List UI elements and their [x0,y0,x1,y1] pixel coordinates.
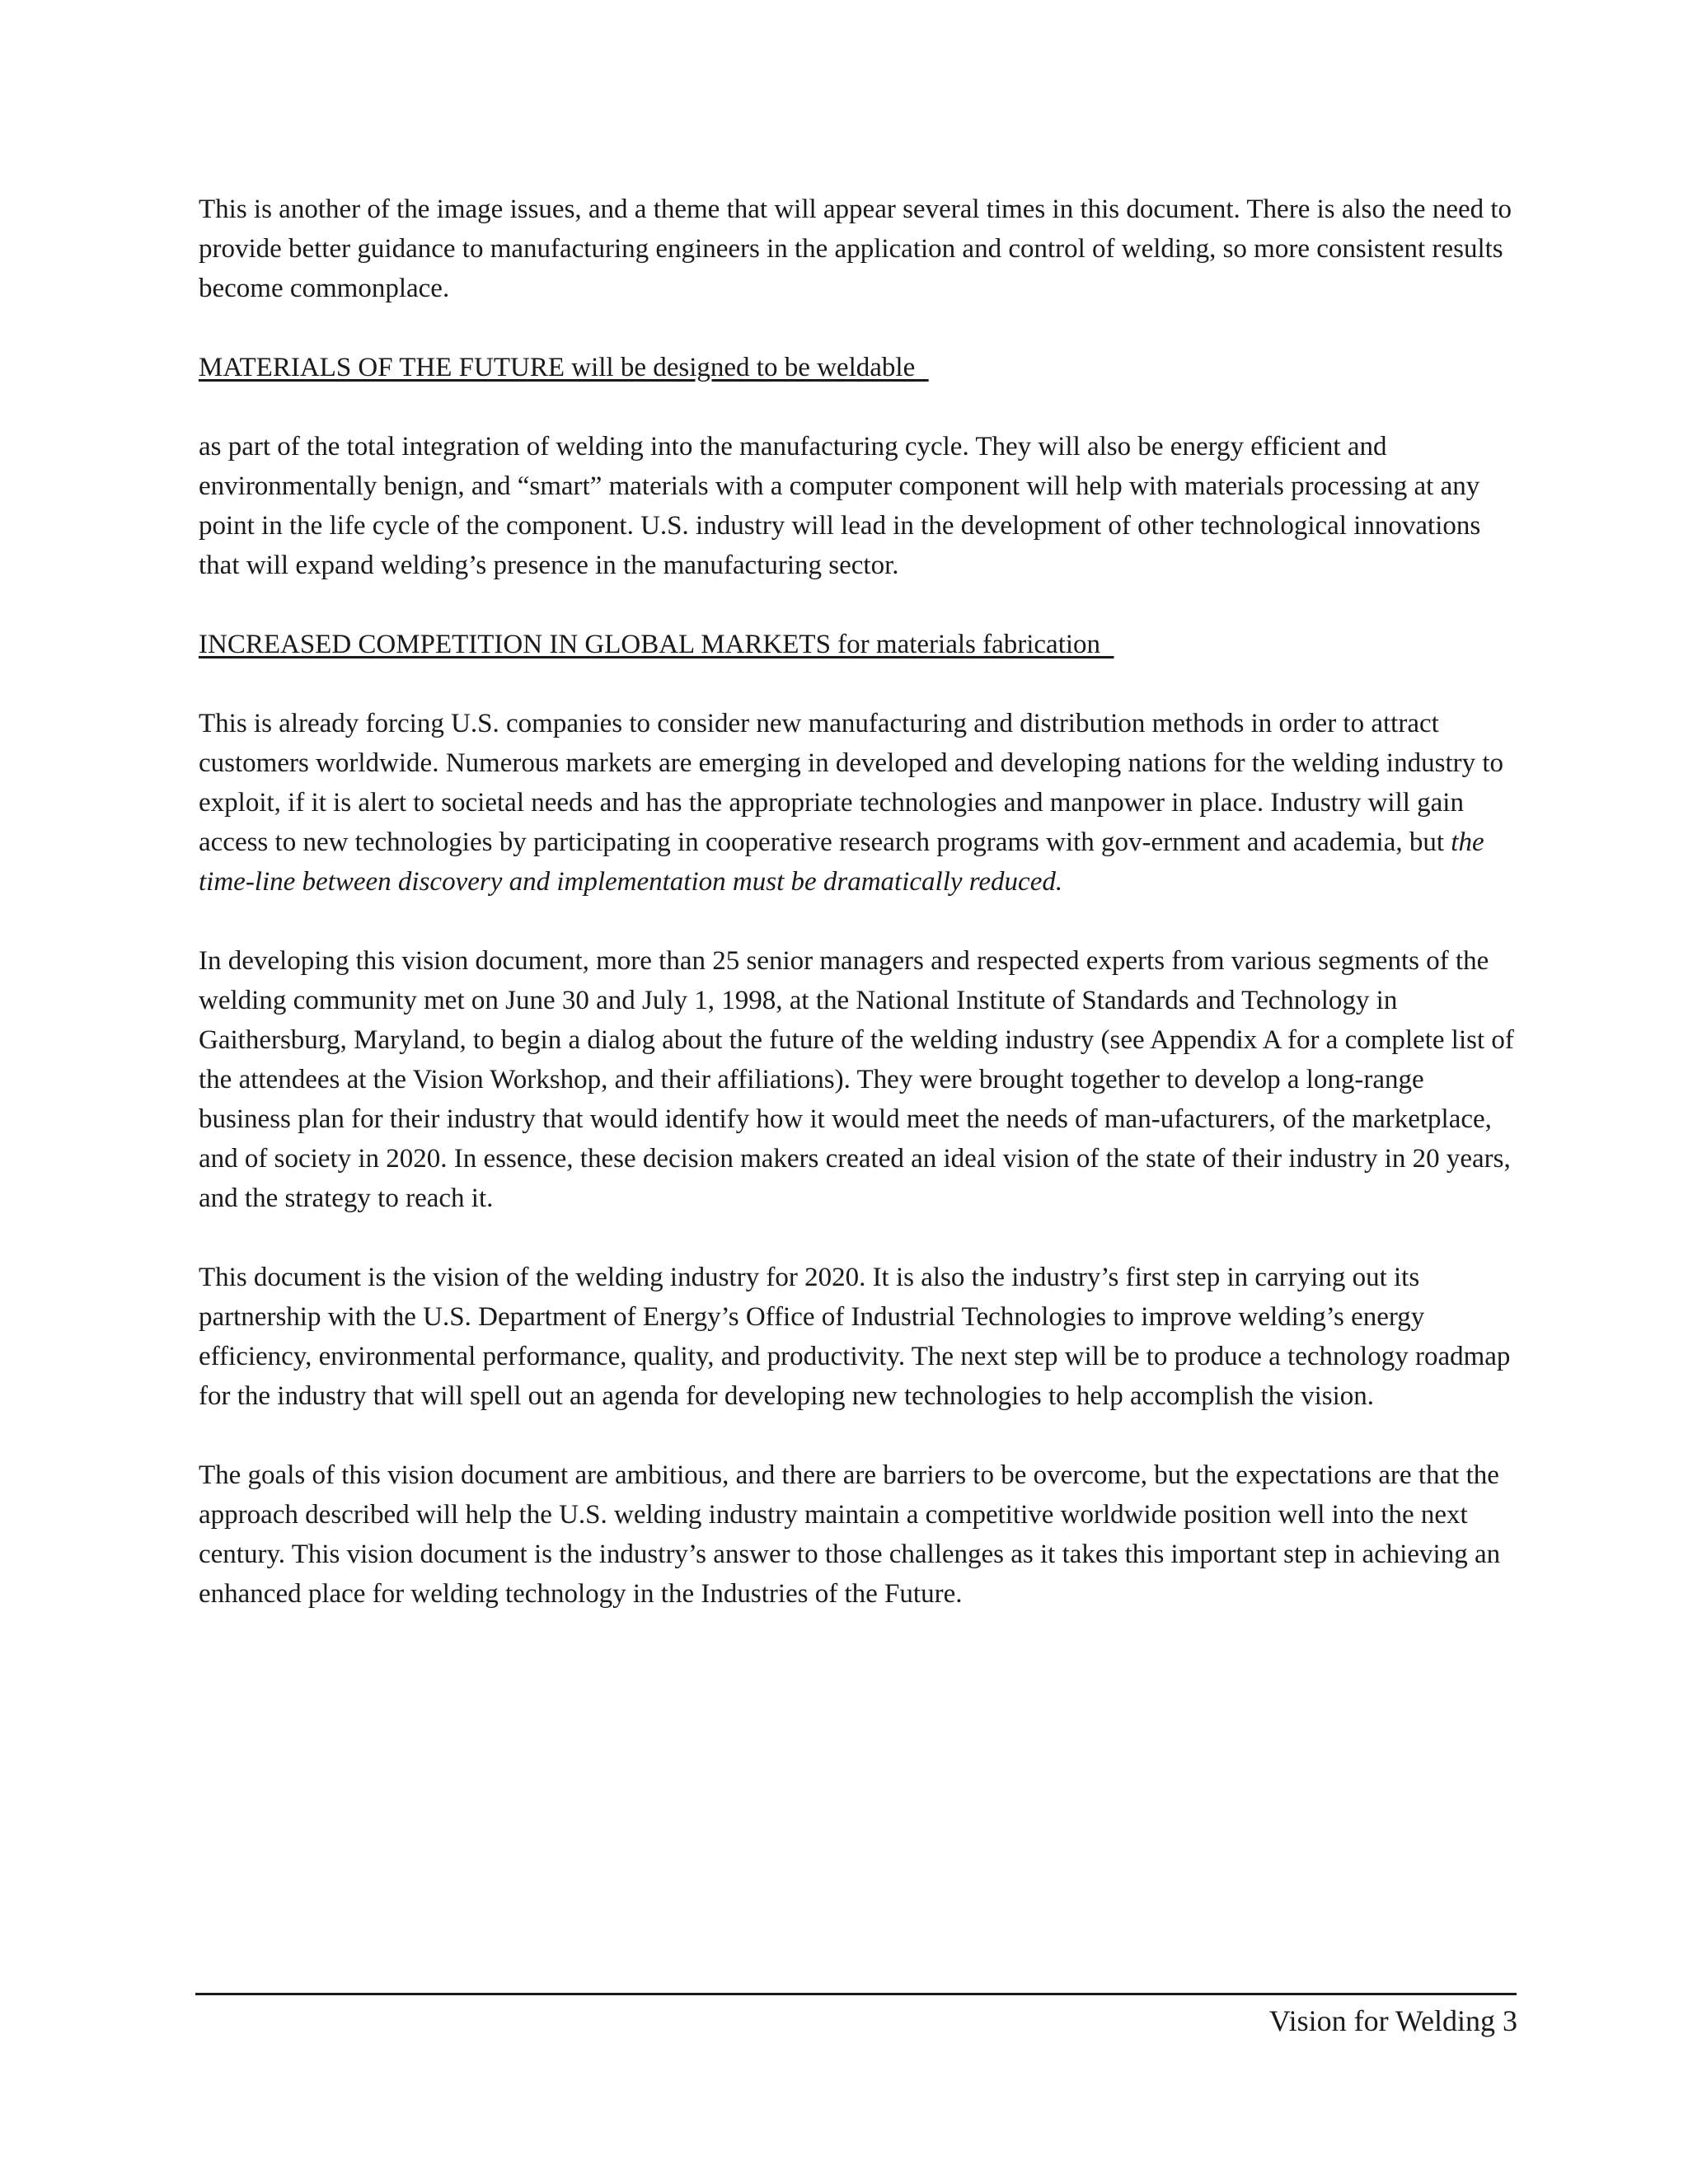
paragraph-global-markets [199,704,1517,902]
paragraph-vision-workshop: In developing this vision document, more than 25 senior managers and respected experts from various segments of the welding community met on June 30 and July 1, 1998, at the National Institute of Standards and Technology in Gaithersburg, Maryland, to begin a dialog about the future of the welding industry (see Appendix A for a complete list of the attendees at the Vision Workshop, and their affiliations). They were brought together to develop a long-range business plan for their industry that would identify how it would meet the needs of man-ufacturers, of the marketplace, and of society in 2020. In essence, these decision makers created an ideal vision of the state of their industry in 20 years, and the strategy to reach it. [199,946,1514,1213]
emphasized-timeline-text: the time-line between discovery and implementation must be dramatically reduced. [199,827,1484,897]
footer-divider [195,1993,1517,1995]
paragraph-goals: The goals of this vision document are ambitious, and there are barriers to be overcome, but the expectations are that the approach described will help the U.S. welding industry maintain a competitive worldwide position well into the next century. This vision document is the industry’s answer to those challenges as it takes this important step in achieving an enhanced place for welding technology in the Industries of the Future. [199,1460,1501,1609]
heading-global-markets: INCREASED COMPETITION IN GLOBAL MARKETS for materials fabrication [199,630,1114,659]
paragraph-image-issues: This is another of the image issues, and a theme that will appear several times in this document. There is also the need to provide better guidance to manufacturing engineers in the application and control of welding, so more consistent results become commonplace. [199,194,1512,303]
heading-materials-of-the-future: MATERIALS OF THE FUTURE will be designed to be weldable [199,353,929,382]
paragraph-global-markets-text: This is already forcing U.S. companies to consider new manufacturing and distribution methods in order to attract customers worldwide. Numerous markets are emerging in developed and developing nations for the welding industry to exploit, if it is alert to societal needs and has the appropriate technologies and manpower in place. Industry will gain access to new technologies by participating in cooperative research programs with gov-ernment and academia, but [199,709,1504,857]
footer-page-label: Vision for Welding 3 [1268,2004,1517,2037]
body-text [199,190,1517,1653]
paragraph-vision-2020: This document is the vision of the welding industry for 2020. It is also the industry’s first step in carrying out its partnership with the U.S. Department of Energy’s Office of Industrial Technologies to improve welding’s energy efficiency, environmental performance, quality, and productivity. The next step will be to produce a technology roadmap for the industry that will spell out an agenda for developing new technologies to help accomplish the vision. [199,1263,1511,1411]
paragraph-materials: as part of the total integration of welding into the manufacturing cycle. They will also be energy efficient and environmentally benign, and “smart” materials with a computer component will help with materials processing at any point in the life cycle of the component. U.S. industry will lead in the development of other technological innovations that will expand welding’s presence in the manufacturing sector. [199,432,1481,580]
